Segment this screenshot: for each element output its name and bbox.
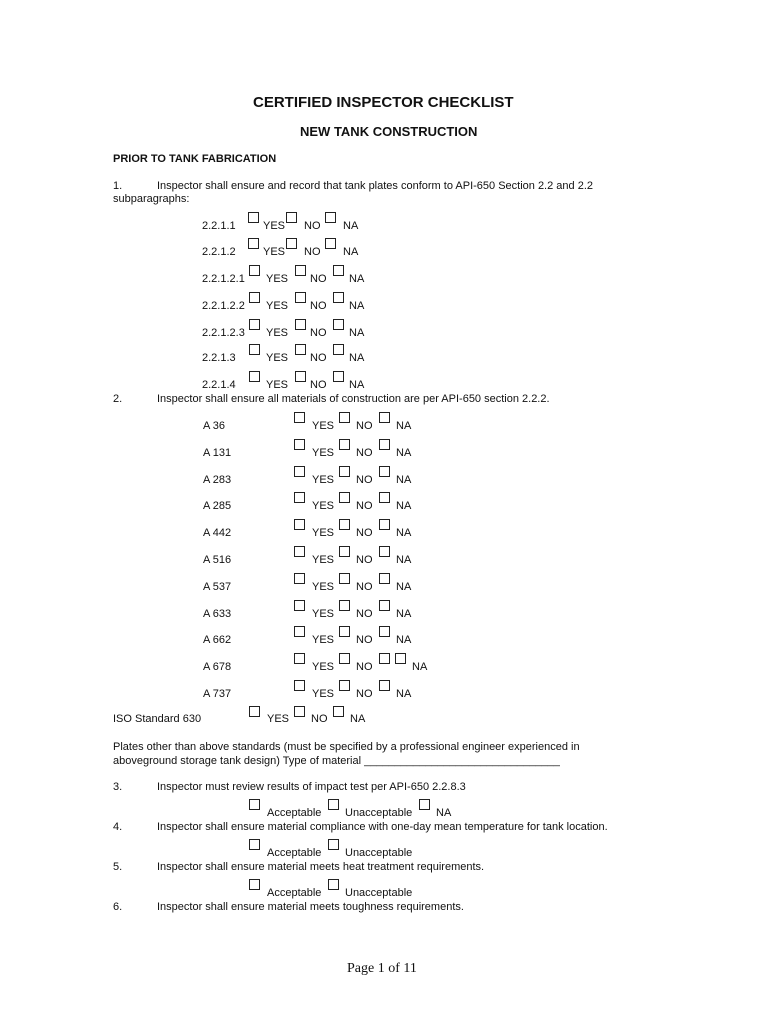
- material-na-label: NA: [396, 527, 412, 539]
- material-label: A 633: [203, 608, 232, 620]
- material-na-label: NA: [396, 500, 412, 512]
- material-no-checkbox[interactable]: [339, 466, 350, 477]
- subparagraph-yes-label: YES: [266, 273, 289, 285]
- page-subtitle: NEW TANK CONSTRUCTION: [300, 124, 478, 139]
- subparagraph-yes-label: YES: [266, 327, 289, 339]
- material-yes-label: YES: [312, 500, 335, 512]
- material-no-label: NO: [356, 661, 373, 673]
- subparagraph-yes-checkbox[interactable]: [248, 212, 259, 223]
- subparagraph-no-label: NO: [304, 220, 321, 232]
- subparagraph-label: 2.2.1.2: [202, 246, 236, 258]
- material-no-label: NO: [356, 500, 373, 512]
- subparagraph-na-label: NA: [349, 273, 365, 285]
- material-yes-checkbox[interactable]: [294, 519, 305, 530]
- material-no-label: NO: [356, 608, 373, 620]
- material-na-label: NA: [396, 634, 412, 646]
- material-na-label: NA: [396, 420, 412, 432]
- item-5-number: 5.: [113, 861, 123, 873]
- item-5-unacceptable-checkbox[interactable]: [328, 879, 339, 890]
- material-label: A 442: [203, 527, 232, 539]
- item-3-number: 3.: [113, 781, 123, 793]
- item-1-number: 1.: [113, 180, 123, 192]
- subparagraph-label: 2.2.1.3: [202, 352, 236, 364]
- item-3-na-label: NA: [436, 807, 452, 819]
- subparagraph-label: 2.2.1.1: [202, 220, 236, 232]
- material-label: A 131: [203, 447, 232, 459]
- subparagraph-no-label: NO: [310, 273, 327, 285]
- subparagraph-na-label: NA: [349, 352, 365, 364]
- material-na-checkbox[interactable]: [379, 600, 390, 611]
- subparagraph-label: 2.2.1.4: [202, 379, 236, 391]
- material-no-checkbox[interactable]: [339, 546, 350, 557]
- material-no-label: NO: [356, 554, 373, 566]
- subparagraph-no-checkbox[interactable]: [295, 344, 306, 355]
- page-title: CERTIFIED INSPECTOR CHECKLIST: [253, 94, 514, 111]
- item-2-number: 2.: [113, 393, 123, 405]
- material-no-label: NO: [356, 634, 373, 646]
- material-na-label: NA: [396, 608, 412, 620]
- subparagraph-no-label: NO: [310, 352, 327, 364]
- material-extra-checkbox[interactable]: [379, 653, 390, 664]
- material-na-checkbox[interactable]: [379, 412, 390, 423]
- material-na-checkbox[interactable]: [379, 546, 390, 557]
- material-no-label: NO: [356, 447, 373, 459]
- item-4-unacceptable-label: Unacceptable: [345, 847, 413, 859]
- subparagraph-na-checkbox[interactable]: [325, 238, 336, 249]
- item-4-text: Inspector shall ensure material compliance with one-day mean temperature for tank location.: [157, 821, 608, 833]
- material-na-label: NA: [396, 688, 412, 700]
- item-1-text: Inspector shall ensure and record that tank plates conform to API-650 Section 2.2 and 2.2: [157, 180, 593, 192]
- material-na-checkbox[interactable]: [379, 680, 390, 691]
- item-6-number: 6.: [113, 901, 123, 913]
- material-yes-label: YES: [312, 661, 335, 673]
- item-2-text: Inspector shall ensure all materials of construction are per API-650 section 2.2.2.: [157, 393, 550, 405]
- subparagraph-no-label: NO: [310, 327, 327, 339]
- subparagraph-na-label: NA: [349, 327, 365, 339]
- material-label: A 737: [203, 688, 232, 700]
- subparagraph-na-label: NA: [343, 220, 359, 232]
- subparagraph-na-checkbox[interactable]: [333, 265, 344, 276]
- material-no-label: NO: [356, 474, 373, 486]
- subparagraph-yes-label: YES: [263, 220, 286, 232]
- material-no-checkbox[interactable]: [339, 439, 350, 450]
- material-na-label: NA: [396, 447, 412, 459]
- item-3-na-checkbox[interactable]: [419, 799, 430, 810]
- subparagraph-no-label: NO: [304, 246, 321, 258]
- item-3-acceptable-label: Acceptable: [267, 807, 322, 819]
- subparagraph-na-label: NA: [349, 379, 365, 391]
- iso-yes-checkbox[interactable]: [249, 706, 260, 717]
- subparagraph-na-label: NA: [343, 246, 359, 258]
- material-yes-label: YES: [312, 527, 335, 539]
- subparagraph-na-checkbox[interactable]: [333, 292, 344, 303]
- item-1-text-continued: subparagraphs:: [113, 193, 190, 205]
- material-no-checkbox[interactable]: [339, 680, 350, 691]
- section-heading: PRIOR TO TANK FABRICATION: [113, 153, 277, 165]
- material-no-label: NO: [356, 581, 373, 593]
- material-yes-label: YES: [312, 474, 335, 486]
- material-type-line: aboveground storage tank design) Type of material ________________________________: [113, 755, 560, 767]
- subparagraph-no-label: NO: [310, 379, 327, 391]
- subparagraph-yes-label: YES: [266, 300, 289, 312]
- subparagraph-no-label: NO: [310, 300, 327, 312]
- subparagraph-yes-checkbox[interactable]: [249, 265, 260, 276]
- subparagraph-yes-checkbox[interactable]: [249, 319, 260, 330]
- material-no-checkbox[interactable]: [339, 600, 350, 611]
- material-yes-label: YES: [312, 634, 335, 646]
- subparagraph-yes-checkbox[interactable]: [249, 292, 260, 303]
- item-4-acceptable-checkbox[interactable]: [249, 839, 260, 850]
- material-no-label: NO: [356, 527, 373, 539]
- material-label: A 283: [203, 474, 232, 486]
- subparagraph-no-checkbox[interactable]: [295, 292, 306, 303]
- material-na-checkbox[interactable]: [379, 626, 390, 637]
- subparagraph-yes-label: YES: [263, 246, 286, 258]
- item-3-text: Inspector must review results of impact test per API-650 2.2.8.3: [157, 781, 466, 793]
- material-na-label: NA: [412, 661, 428, 673]
- material-label: A 36: [203, 420, 226, 432]
- material-yes-checkbox[interactable]: [294, 492, 305, 503]
- material-yes-label: YES: [312, 581, 335, 593]
- material-yes-label: YES: [312, 447, 335, 459]
- material-yes-checkbox[interactable]: [294, 573, 305, 584]
- item-3-acceptable-checkbox[interactable]: [249, 799, 260, 810]
- material-no-label: NO: [356, 420, 373, 432]
- item-5-unacceptable-label: Unacceptable: [345, 887, 413, 899]
- material-na-checkbox[interactable]: [379, 466, 390, 477]
- subparagraph-na-checkbox[interactable]: [333, 319, 344, 330]
- material-label: A 537: [203, 581, 232, 593]
- iso-no-label: NO: [311, 713, 328, 725]
- iso-standard-label: ISO Standard 630: [113, 713, 202, 725]
- material-na-label: NA: [396, 474, 412, 486]
- subparagraph-na-checkbox[interactable]: [325, 212, 336, 223]
- material-label: A 285: [203, 500, 232, 512]
- material-na-checkbox[interactable]: [379, 519, 390, 530]
- subparagraph-yes-label: YES: [266, 352, 289, 364]
- material-label: A 516: [203, 554, 232, 566]
- material-yes-label: YES: [312, 608, 335, 620]
- material-no-checkbox[interactable]: [339, 653, 350, 664]
- subparagraph-yes-label: YES: [266, 379, 289, 391]
- item-5-acceptable-label: Acceptable: [267, 887, 322, 899]
- material-yes-checkbox[interactable]: [294, 653, 305, 664]
- iso-no-checkbox[interactable]: [294, 706, 305, 717]
- material-na-checkbox[interactable]: [379, 492, 390, 503]
- material-yes-checkbox[interactable]: [294, 466, 305, 477]
- subparagraph-na-checkbox[interactable]: [333, 344, 344, 355]
- subparagraph-na-checkbox[interactable]: [333, 371, 344, 382]
- material-yes-checkbox[interactable]: [294, 546, 305, 557]
- subparagraph-label: 2.2.1.2.2: [202, 300, 245, 312]
- material-yes-checkbox[interactable]: [294, 626, 305, 637]
- subparagraph-label: 2.2.1.2.3: [202, 327, 245, 339]
- material-yes-checkbox[interactable]: [294, 412, 305, 423]
- material-no-checkbox[interactable]: [339, 519, 350, 530]
- iso-yes-label: YES: [267, 713, 290, 725]
- material-yes-label: YES: [312, 688, 335, 700]
- material-label: A 662: [203, 634, 232, 646]
- item-3-unacceptable-label: Unacceptable: [345, 807, 413, 819]
- item-6-text: Inspector shall ensure material meets toughness requirements.: [157, 901, 464, 913]
- subparagraph-no-checkbox[interactable]: [286, 238, 297, 249]
- subparagraph-yes-checkbox[interactable]: [248, 238, 259, 249]
- material-yes-label: YES: [312, 420, 335, 432]
- iso-na-label: NA: [350, 713, 366, 725]
- page-footer: Page 1 of 11: [347, 961, 417, 976]
- material-label: A 678: [203, 661, 232, 673]
- material-yes-checkbox[interactable]: [294, 439, 305, 450]
- material-yes-label: YES: [312, 554, 335, 566]
- subparagraph-no-checkbox[interactable]: [295, 265, 306, 276]
- item-3-unacceptable-checkbox[interactable]: [328, 799, 339, 810]
- material-na-label: NA: [396, 581, 412, 593]
- item-4-acceptable-label: Acceptable: [267, 847, 322, 859]
- subparagraph-yes-checkbox[interactable]: [249, 371, 260, 382]
- material-no-checkbox[interactable]: [339, 412, 350, 423]
- material-yes-checkbox[interactable]: [294, 680, 305, 691]
- material-na-checkbox[interactable]: [395, 653, 406, 664]
- subparagraph-yes-checkbox[interactable]: [249, 344, 260, 355]
- material-yes-checkbox[interactable]: [294, 600, 305, 611]
- material-na-label: NA: [396, 554, 412, 566]
- item-5-text: Inspector shall ensure material meets heat treatment requirements.: [157, 861, 485, 873]
- material-no-checkbox[interactable]: [339, 626, 350, 637]
- item-5-acceptable-checkbox[interactable]: [249, 879, 260, 890]
- material-na-checkbox[interactable]: [379, 573, 390, 584]
- other-plates-text: Plates other than above standards (must be specified by a professional engineer experienced in: [113, 741, 580, 753]
- material-no-checkbox[interactable]: [339, 492, 350, 503]
- subparagraph-na-label: NA: [349, 300, 365, 312]
- subparagraph-label: 2.2.1.2.1: [202, 273, 245, 285]
- material-no-label: NO: [356, 688, 373, 700]
- subparagraph-no-checkbox[interactable]: [286, 212, 297, 223]
- item-4-unacceptable-checkbox[interactable]: [328, 839, 339, 850]
- subparagraph-no-checkbox[interactable]: [295, 371, 306, 382]
- material-na-checkbox[interactable]: [379, 439, 390, 450]
- iso-na-checkbox[interactable]: [333, 706, 344, 717]
- material-no-checkbox[interactable]: [339, 573, 350, 584]
- item-4-number: 4.: [113, 821, 123, 833]
- subparagraph-no-checkbox[interactable]: [295, 319, 306, 330]
